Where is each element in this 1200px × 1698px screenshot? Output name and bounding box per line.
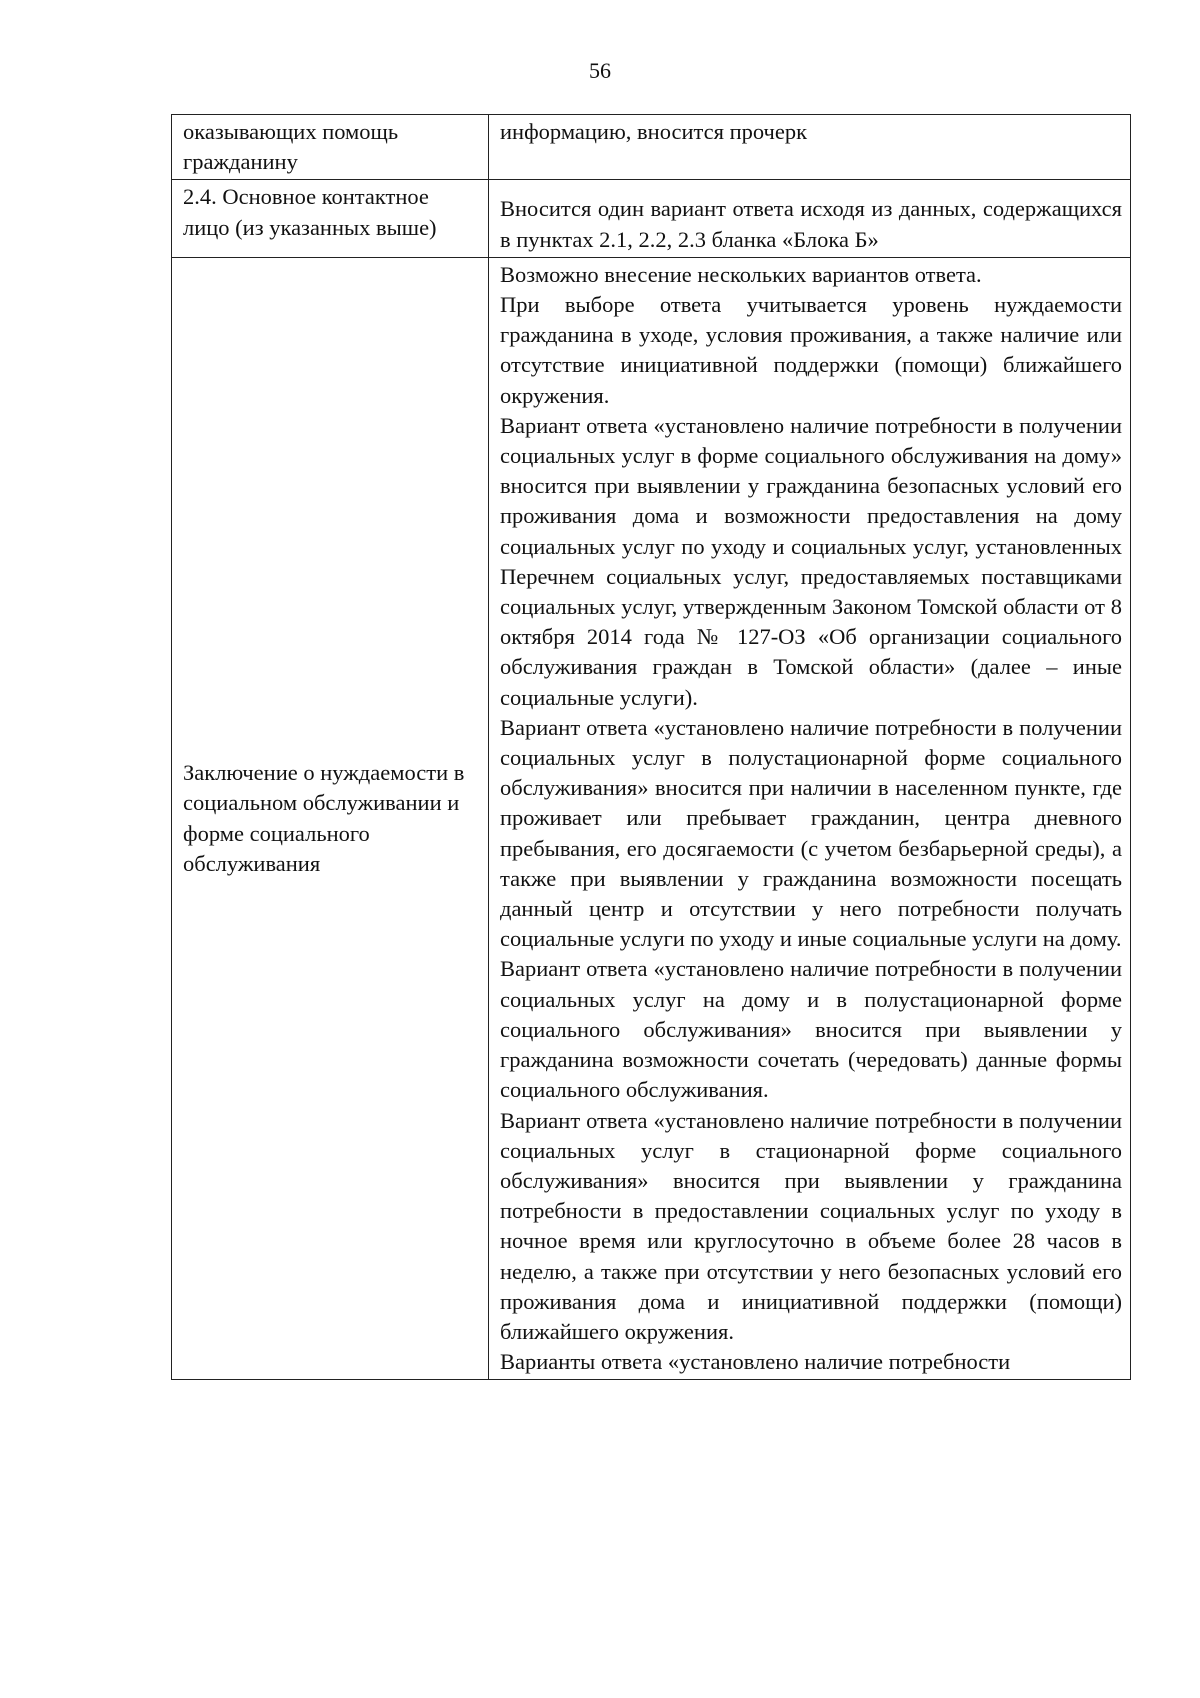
table-cell-field: Заключение о нуждаемости в социальном обслуживании и форме социального обслуживания bbox=[172, 257, 489, 1380]
table-cell-instruction: Вносится один вариант ответа исходя из данных, содержащихся в пунктах 2.1, 2.2, 2.3 бланка «Блока Б» bbox=[489, 180, 1131, 257]
table-row bbox=[172, 115, 1131, 180]
table-row bbox=[172, 257, 1131, 1380]
instruction-paragraph: Вариант ответа «установлено наличие потребности в получении социальных услуг на дому и в полустационарной форме социального обслуживания» вносится при выявлении у гражданина возможности сочетать (чередовать) данные формы социального обслуживания. bbox=[500, 956, 1122, 1103]
instruction-paragraph: Вариант ответа «установлено наличие потребности в получении социальных услуг в форме социального обслуживания на дому» вносится при выявлении у гражданина безопасных условий его проживания дома и возможности предоставления на дому социальных услуг по уходу и социальных услуг, установленных Перечнем социальных услуг, предоставляемых поставщиками социальных услуг, утвержденным Законом Томской области от 8 октября 2014 года № 127-ОЗ «Об организации социального обслуживания граждан в Томской области» (далее – иные социальные услуги). bbox=[500, 412, 1122, 710]
table-cell-field: оказывающих помощь гражданину bbox=[172, 115, 489, 180]
instruction-paragraph: Вариант ответа «установлено наличие потребности в получении социальных услуг в стационарной форме социального обслуживания» вносится при выявлении у гражданина потребности в предоставлении социальных услуг по уходу в ночное время или круглосуточно в объеме более 28 часов в неделю, а также при отсутствии у него безопасных условий его проживания дома и инициативной поддержки (помощи) ближайшего окружения. bbox=[500, 1107, 1122, 1344]
instruction-table bbox=[171, 114, 1131, 1380]
instruction-paragraph: При выборе ответа учитывается уровень нуждаемости гражданина в уходе, условия проживания, а также наличие или отсутствие инициативной поддержки (помощи) ближайшего окружения. bbox=[500, 292, 1122, 408]
instruction-paragraph: Вариант ответа «установлено наличие потребности в получении социальных услуг в полустационарной форме социального обслуживания» вносится при наличии в населенном пункте, где проживает или пребывает гражданин, центра дневного пребывания, его досягаемости (с учетом безбарьерной среды), а также при выявлении у гражданина возможности посещать данный центр и отсутствии у него потребности получать социальные услуги по уходу и иные социальные услуги на дому. bbox=[500, 714, 1122, 952]
instruction-paragraph: Возможно внесение нескольких вариантов ответа. bbox=[500, 261, 982, 287]
table-cell-field: 2.4. Основное контактное лицо (из указанных выше) bbox=[172, 180, 489, 257]
table-row bbox=[172, 180, 1131, 257]
table-cell-instruction: информацию, вносится прочерк bbox=[489, 115, 1131, 180]
instruction-paragraph: Варианты ответа «установлено наличие потребности bbox=[500, 1349, 1011, 1375]
table-cell-instruction bbox=[489, 257, 1131, 1380]
page-number: 56 bbox=[589, 58, 611, 83]
